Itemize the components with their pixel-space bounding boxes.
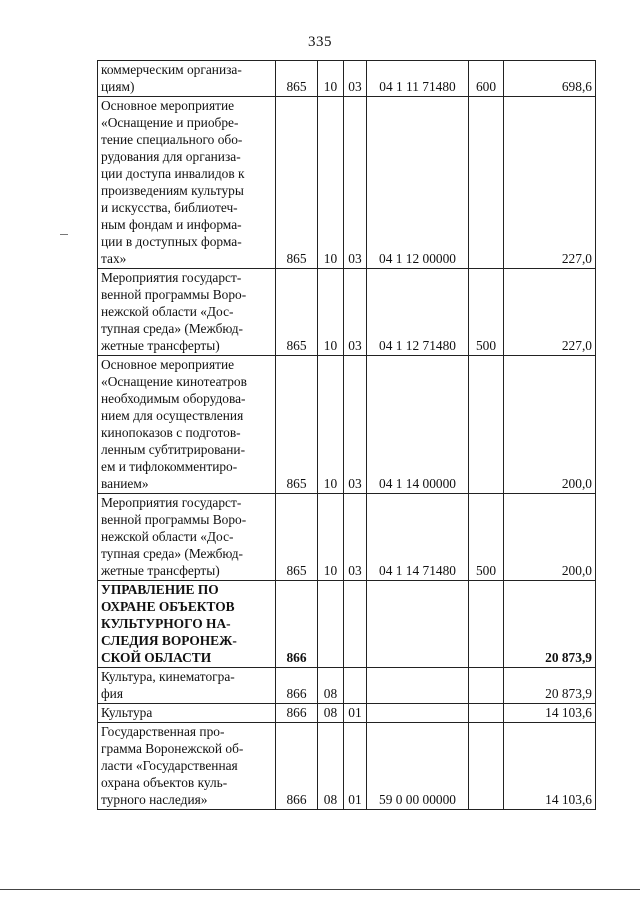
cell-target-article-code: 04 1 11 71480 bbox=[367, 61, 469, 97]
item-name-line: жетные трансферты) bbox=[101, 338, 220, 353]
item-name-line: УПРАВЛЕНИЕ ПО bbox=[101, 582, 219, 597]
cell-target-article-code: 04 1 12 71480 bbox=[367, 269, 469, 356]
item-name-line: венной программы Воро- bbox=[101, 512, 247, 527]
item-name-line: тение специального обо- bbox=[101, 132, 243, 147]
item-name-line: Культура bbox=[101, 705, 153, 720]
item-name-line: и искусства, библиотеч- bbox=[101, 200, 238, 215]
cell-subsection-code bbox=[344, 581, 367, 668]
cell-item-name bbox=[98, 494, 276, 581]
cell-amount: 14 103,6 bbox=[504, 704, 596, 723]
page-number: 335 bbox=[308, 34, 332, 50]
cell-target-article-code bbox=[367, 704, 469, 723]
item-name-line: грамма Воронежской об- bbox=[101, 741, 244, 756]
cell-section-code: 08 bbox=[318, 668, 344, 704]
cell-ministry-code: 865 bbox=[276, 494, 318, 581]
table-row bbox=[98, 494, 596, 581]
item-name-line: Культура, кинематогра- bbox=[101, 669, 235, 684]
item-name-line: ции в доступных форма- bbox=[101, 234, 242, 249]
cell-expense-type-code: 500 bbox=[469, 269, 504, 356]
cell-section-code: 10 bbox=[318, 494, 344, 581]
cell-expense-type-code bbox=[469, 97, 504, 269]
cell-subsection-code bbox=[344, 668, 367, 704]
cell-ministry-code: 866 bbox=[276, 668, 318, 704]
table-row bbox=[98, 704, 596, 723]
cell-section-code bbox=[318, 581, 344, 668]
item-name-line: фия bbox=[101, 686, 124, 701]
cell-item-name bbox=[98, 704, 276, 723]
cell-target-article-code bbox=[367, 668, 469, 704]
cell-amount: 14 103,6 bbox=[504, 723, 596, 810]
cell-ministry-code: 866 bbox=[276, 704, 318, 723]
cell-subsection-code: 03 bbox=[344, 494, 367, 581]
cell-section-code: 08 bbox=[318, 723, 344, 810]
item-name-line: турного наследия» bbox=[101, 792, 208, 807]
item-name-line: СКОЙ ОБЛАСТИ bbox=[101, 650, 212, 665]
item-name-line: произведениям культуры bbox=[101, 183, 244, 198]
cell-target-article-code: 04 1 14 00000 bbox=[367, 356, 469, 494]
item-name-line: ленным субтитрировани- bbox=[101, 442, 246, 457]
cell-expense-type-code bbox=[469, 356, 504, 494]
item-name-line: Основное мероприятие bbox=[101, 357, 235, 372]
cell-ministry-code: 865 bbox=[276, 97, 318, 269]
item-name-line: ванием» bbox=[101, 476, 149, 491]
cell-ministry-code: 865 bbox=[276, 269, 318, 356]
cell-ministry-code: 866 bbox=[276, 723, 318, 810]
cell-item-name bbox=[98, 269, 276, 356]
cell-expense-type-code bbox=[469, 723, 504, 810]
cell-subsection-code: 03 bbox=[344, 97, 367, 269]
item-name-line: охрана объектов куль- bbox=[101, 775, 228, 790]
cell-item-name bbox=[98, 356, 276, 494]
cell-amount: 227,0 bbox=[504, 269, 596, 356]
cell-subsection-code: 03 bbox=[344, 269, 367, 356]
item-name-line: необходимым оборудова- bbox=[101, 391, 246, 406]
cell-target-article-code: 59 0 00 00000 bbox=[367, 723, 469, 810]
item-name-line: нежской области «Дос- bbox=[101, 529, 234, 544]
item-name-line: «Оснащение и приобре- bbox=[101, 115, 239, 130]
item-name-line: Основное мероприятие bbox=[101, 98, 235, 113]
cell-amount: 200,0 bbox=[504, 494, 596, 581]
cell-section-code: 10 bbox=[318, 269, 344, 356]
cell-expense-type-code bbox=[469, 668, 504, 704]
item-name-line: КУЛЬТУРНОГО НА- bbox=[101, 616, 231, 631]
item-name-line: ласти «Государственная bbox=[101, 758, 238, 773]
cell-section-code: 08 bbox=[318, 704, 344, 723]
item-name-line: нежской области «Дос- bbox=[101, 304, 234, 319]
table-row bbox=[98, 723, 596, 810]
cell-section-code: 10 bbox=[318, 97, 344, 269]
item-name-line: рудования для организа- bbox=[101, 149, 241, 164]
item-name-line: СЛЕДИЯ ВОРОНЕЖ- bbox=[101, 633, 237, 648]
item-name-line: жетные трансферты) bbox=[101, 563, 220, 578]
cell-subsection-code: 03 bbox=[344, 356, 367, 494]
budget-table bbox=[97, 60, 596, 810]
item-name-line: ным фондам и информа- bbox=[101, 217, 242, 232]
item-name-line: ции доступа инвалидов к bbox=[101, 166, 245, 181]
table-row bbox=[98, 269, 596, 356]
cell-subsection-code: 01 bbox=[344, 704, 367, 723]
footer-rule bbox=[0, 889, 640, 890]
cell-amount: 20 873,9 bbox=[504, 581, 596, 668]
item-name-line: ОХРАНЕ ОБЪЕКТОВ bbox=[101, 599, 235, 614]
item-name-line: венной программы Воро- bbox=[101, 287, 247, 302]
cell-ministry-code: 865 bbox=[276, 356, 318, 494]
cell-item-name bbox=[98, 668, 276, 704]
cell-ministry-code: 865 bbox=[276, 61, 318, 97]
item-name-line: циям) bbox=[101, 79, 135, 94]
cell-item-name bbox=[98, 581, 276, 668]
item-name-line: Мероприятия государст- bbox=[101, 270, 242, 285]
margin-mark bbox=[60, 234, 68, 235]
item-name-line: тупная среда» (Межбюд- bbox=[101, 321, 243, 336]
cell-target-article-code: 04 1 14 71480 bbox=[367, 494, 469, 581]
cell-amount: 200,0 bbox=[504, 356, 596, 494]
cell-expense-type-code bbox=[469, 581, 504, 668]
cell-ministry-code: 866 bbox=[276, 581, 318, 668]
cell-amount: 20 873,9 bbox=[504, 668, 596, 704]
cell-item-name bbox=[98, 97, 276, 269]
cell-item-name bbox=[98, 723, 276, 810]
item-name-line: тах» bbox=[101, 251, 127, 266]
table-row bbox=[98, 356, 596, 494]
cell-target-article-code bbox=[367, 581, 469, 668]
cell-subsection-code: 01 bbox=[344, 723, 367, 810]
item-name-line: нием для осуществления bbox=[101, 408, 244, 423]
item-name-line: кинопоказов с подготов- bbox=[101, 425, 241, 440]
cell-item-name bbox=[98, 61, 276, 97]
table-row bbox=[98, 97, 596, 269]
table-row bbox=[98, 668, 596, 704]
cell-amount: 227,0 bbox=[504, 97, 596, 269]
cell-amount: 698,6 bbox=[504, 61, 596, 97]
item-name-line: ем и тифлокомментиро- bbox=[101, 459, 238, 474]
item-name-line: Государственная про- bbox=[101, 724, 225, 739]
table-body bbox=[98, 61, 596, 810]
cell-section-code: 10 bbox=[318, 356, 344, 494]
table-row bbox=[98, 61, 596, 97]
cell-section-code: 10 bbox=[318, 61, 344, 97]
cell-target-article-code: 04 1 12 00000 bbox=[367, 97, 469, 269]
item-name-line: коммерческим организа- bbox=[101, 62, 242, 77]
cell-expense-type-code bbox=[469, 704, 504, 723]
item-name-line: «Оснащение кинотеатров bbox=[101, 374, 247, 389]
item-name-line: тупная среда» (Межбюд- bbox=[101, 546, 243, 561]
item-name-line: Мероприятия государст- bbox=[101, 495, 242, 510]
cell-subsection-code: 03 bbox=[344, 61, 367, 97]
cell-expense-type-code: 600 bbox=[469, 61, 504, 97]
table-row bbox=[98, 581, 596, 668]
cell-expense-type-code: 500 bbox=[469, 494, 504, 581]
